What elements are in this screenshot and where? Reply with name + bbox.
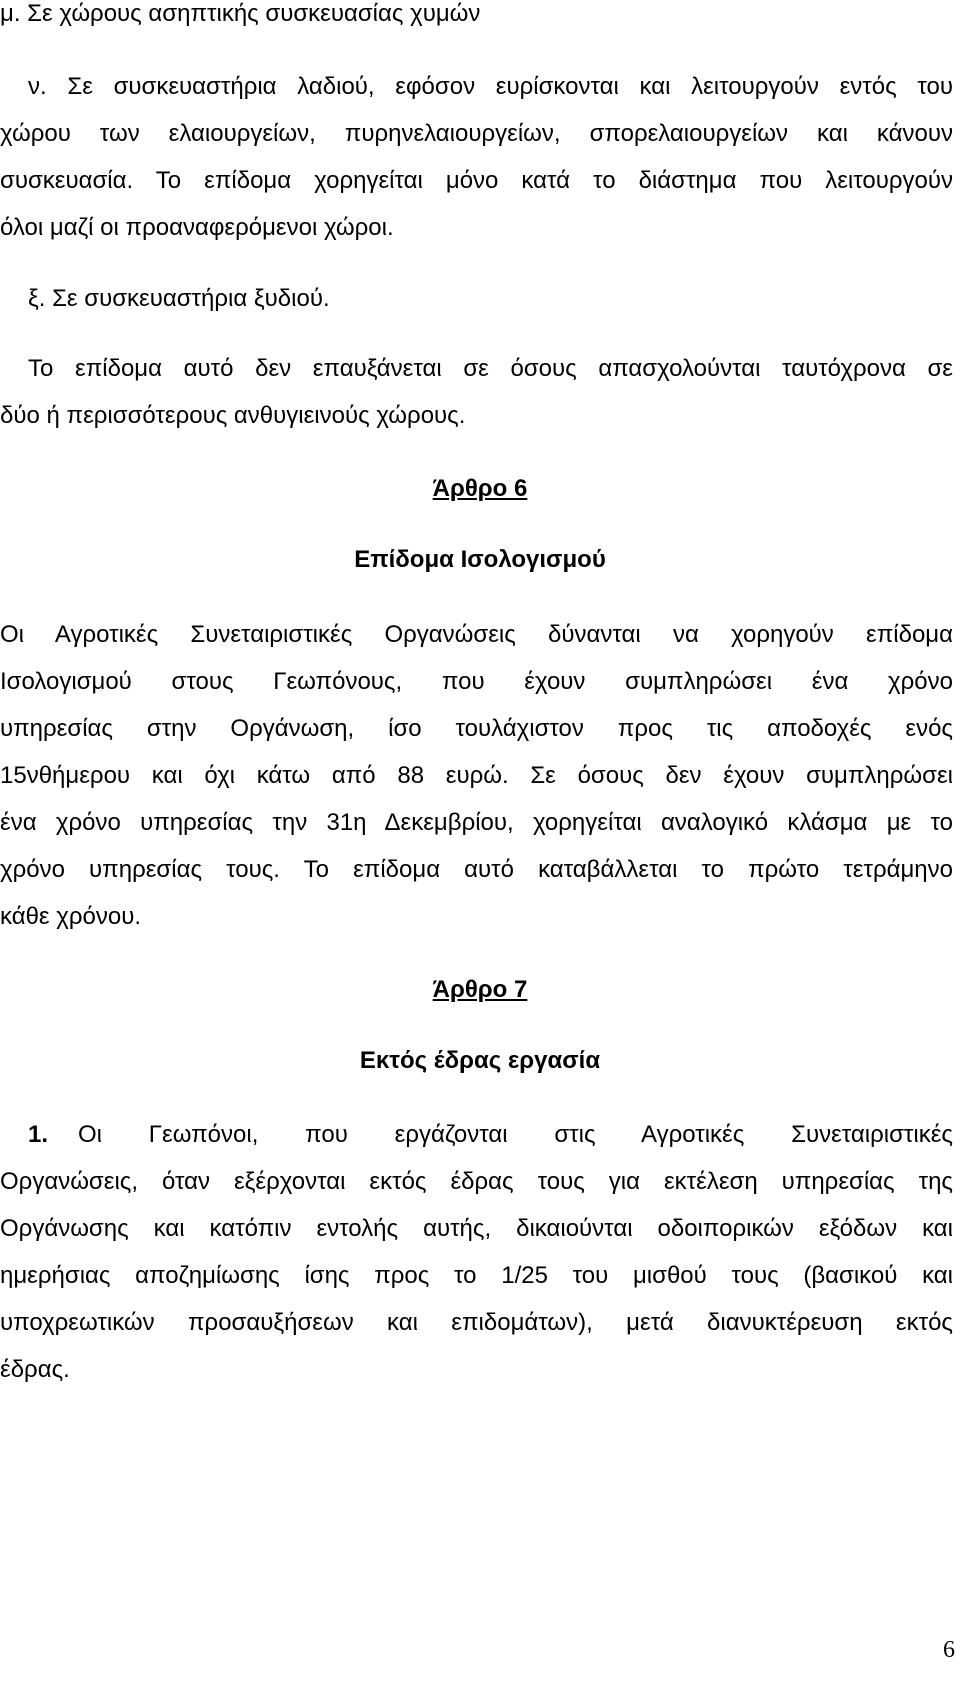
article-6-line-7: κάθε χρόνου. <box>0 903 142 930</box>
item-mu: μ. Σε χώρους ασηπτικής συσκευασίας χυμών <box>0 0 481 27</box>
article-6-line-4: 15νθήμερου και όχι κάτω από 88 ευρώ. Σε όσους δεν έχουν συμπληρώσει <box>0 762 953 789</box>
article-7-item-number: 1. <box>28 1121 49 1148</box>
article-6-line-6: χρόνο υπηρεσίας τους. Το επίδομα αυτό καταβάλλεται το πρώτο τετράμηνο <box>0 856 953 883</box>
article-7-line-5: υποχρεωτικών προσαυξήσεων και επιδομάτων), μετά διανυκτέρευση εκτός <box>0 1309 953 1336</box>
article-7-line-1: Οι Γεωπόνοι, που εργάζονται στις Αγροτικές Συνεταιριστικές <box>78 1121 953 1148</box>
article-6-heading: Άρθρο 6 <box>432 475 528 502</box>
item-nu-line-2: χώρου των ελαιουργείων, πυρηνελαιουργείων, σπορελαιουργείων και κάνουν <box>0 120 953 147</box>
item-nu-line-1: ν. Σε συσκευαστήρια λαδιού, εφόσον ευρίσκονται και λειτουργούν εντός του <box>28 73 953 100</box>
article-6-line-2: Ισολογισμού στους Γεωπόνους, που έχουν συμπληρώσει ένα χρόνο <box>0 668 953 695</box>
item-nu-line-4: όλοι μαζί οι προαναφερόμενοι χώροι. <box>0 214 394 241</box>
item-nu-line-3: συσκευασία. Το επίδομα χορηγείται μόνο κατά το διάστημα που λειτουργούν <box>0 167 953 194</box>
item-xi: ξ. Σε συσκευαστήρια ξυδιού. <box>28 285 330 312</box>
article-7-title: Εκτός έδρας εργασία <box>359 1047 601 1074</box>
note-line-1: Το επίδομα αυτό δεν επαυξάνεται σε όσους απασχολούνται ταυτόχρονα σε <box>28 355 953 382</box>
article-7-line-4: ημερήσιας αποζημίωσης ίσης προς το 1/25 του μισθού τους (βασικού και <box>0 1262 953 1289</box>
article-6-line-1: Οι Αγροτικές Συνεταιριστικές Οργανώσεις δύνανται να χορηγούν επίδομα <box>0 621 953 648</box>
note-line-2: δύο ή περισσότερους ανθυγιεινούς χώρους. <box>0 402 466 429</box>
article-6-line-5: ένα χρόνο υπηρεσίας την 31η Δεκεμβρίου, χορηγείται αναλογικό κλάσμα με το <box>0 809 953 836</box>
article-6-line-3: υπηρεσίας στην Οργάνωση, ίσο τουλάχιστον προς τις αποδοχές ενός <box>0 715 953 742</box>
page-number: 6 <box>943 1637 955 1663</box>
article-7-heading: Άρθρο 7 <box>432 976 528 1003</box>
article-7-line-3: Οργάνωσης και κατόπιν εντολής αυτής, δικαιούνται οδοιπορικών εξόδων και <box>0 1215 953 1242</box>
article-7-line-6: έδρας. <box>0 1356 70 1383</box>
article-6-title: Επίδομα Ισολογισμού <box>354 546 606 573</box>
article-7-line-2: Οργανώσεις, όταν εξέρχονται εκτός έδρας τους για εκτέλεση υπηρεσίας της <box>0 1168 953 1195</box>
